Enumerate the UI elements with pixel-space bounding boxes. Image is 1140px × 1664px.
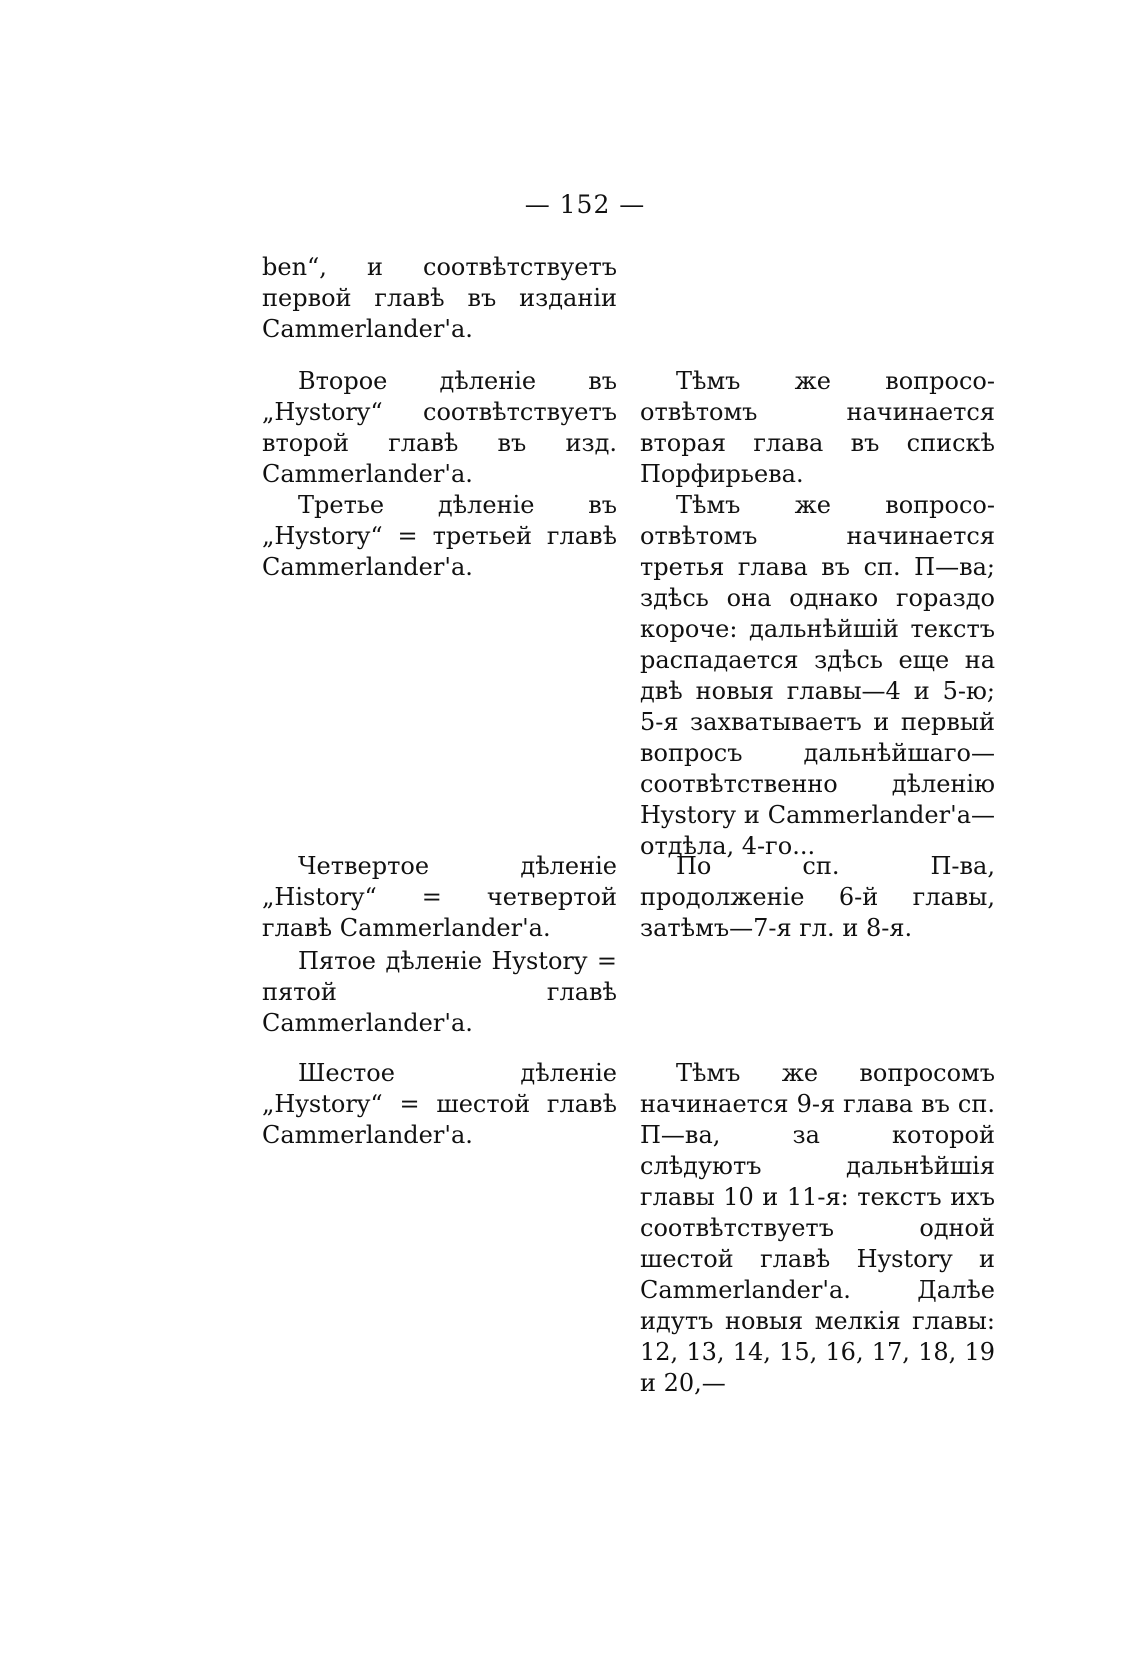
left-paragraph-4	[262, 851, 617, 944]
paragraph-text: Пятое дѣленіе Hystory = пятой главѣ Cammerlander'а.	[262, 947, 617, 1037]
page-number: — 152 —	[524, 190, 646, 219]
paragraph-text: Второе дѣленіе въ „Hystory“ соотвѣтствуетъ второй главѣ въ изд. Cammerlander'а.	[262, 367, 617, 488]
left-paragraph-5	[262, 946, 617, 1039]
right-paragraph-1	[640, 366, 995, 490]
paragraph-text: Тѣмъ же вопросо-отвѣтомъ начинается третья глава въ сп. П—ва; здѣсь она однако гораздо короче: дальнѣйшій текстъ распадается здѣсь еще на двѣ новыя главы—4 и 5-ю; 5-я захватываетъ и первый вопросъ дальнѣйшаго—соотвѣтственно дѣленію Hystory и Cammerlander'а—отдѣла, 4-го...	[640, 491, 995, 860]
right-paragraph-4	[640, 1058, 995, 1399]
paragraph-text: Тѣмъ же вопросо-отвѣтомъ начинается вторая глава въ спискѣ Порфирьева.	[640, 367, 995, 488]
left-paragraph-2	[262, 366, 617, 490]
right-paragraph-3	[640, 851, 995, 944]
left-paragraph-3	[262, 490, 617, 583]
paragraph-text: По сп. П-ва, продолженіе 6-й главы, затѣмъ—7-я гл. и 8-я.	[640, 852, 995, 942]
right-paragraph-2	[640, 490, 995, 862]
paragraph-text: Тѣмъ же вопросомъ начинается 9-я глава въ сп. П—ва, за которой слѣдуютъ дальнѣйшія главы 10 и 11-я: текстъ ихъ соотвѣтствуетъ одной шестой главѣ Hystory и Cammerlander'а. Далѣе идутъ новыя мелкія главы: 12, 13, 14, 15, 16, 17, 18, 19 и 20,—	[640, 1059, 995, 1397]
paragraph-text: ben“, и соотвѣтствуетъ первой главѣ въ изданіи Cammerlander'а.	[262, 253, 617, 343]
paragraph-text: Шестое дѣленіе „Hystory“ = шестой главѣ Cammerlander'а.	[262, 1059, 617, 1149]
paragraph-text: Четвертое дѣленіе „History“ = четвертой главѣ Cammerlander'а.	[262, 852, 617, 942]
left-paragraph-6	[262, 1058, 617, 1151]
left-paragraph-1	[262, 252, 617, 345]
paragraph-text: Третье дѣленіе въ „Hystory“ = третьей главѣ Cammerlander'а.	[262, 491, 617, 581]
